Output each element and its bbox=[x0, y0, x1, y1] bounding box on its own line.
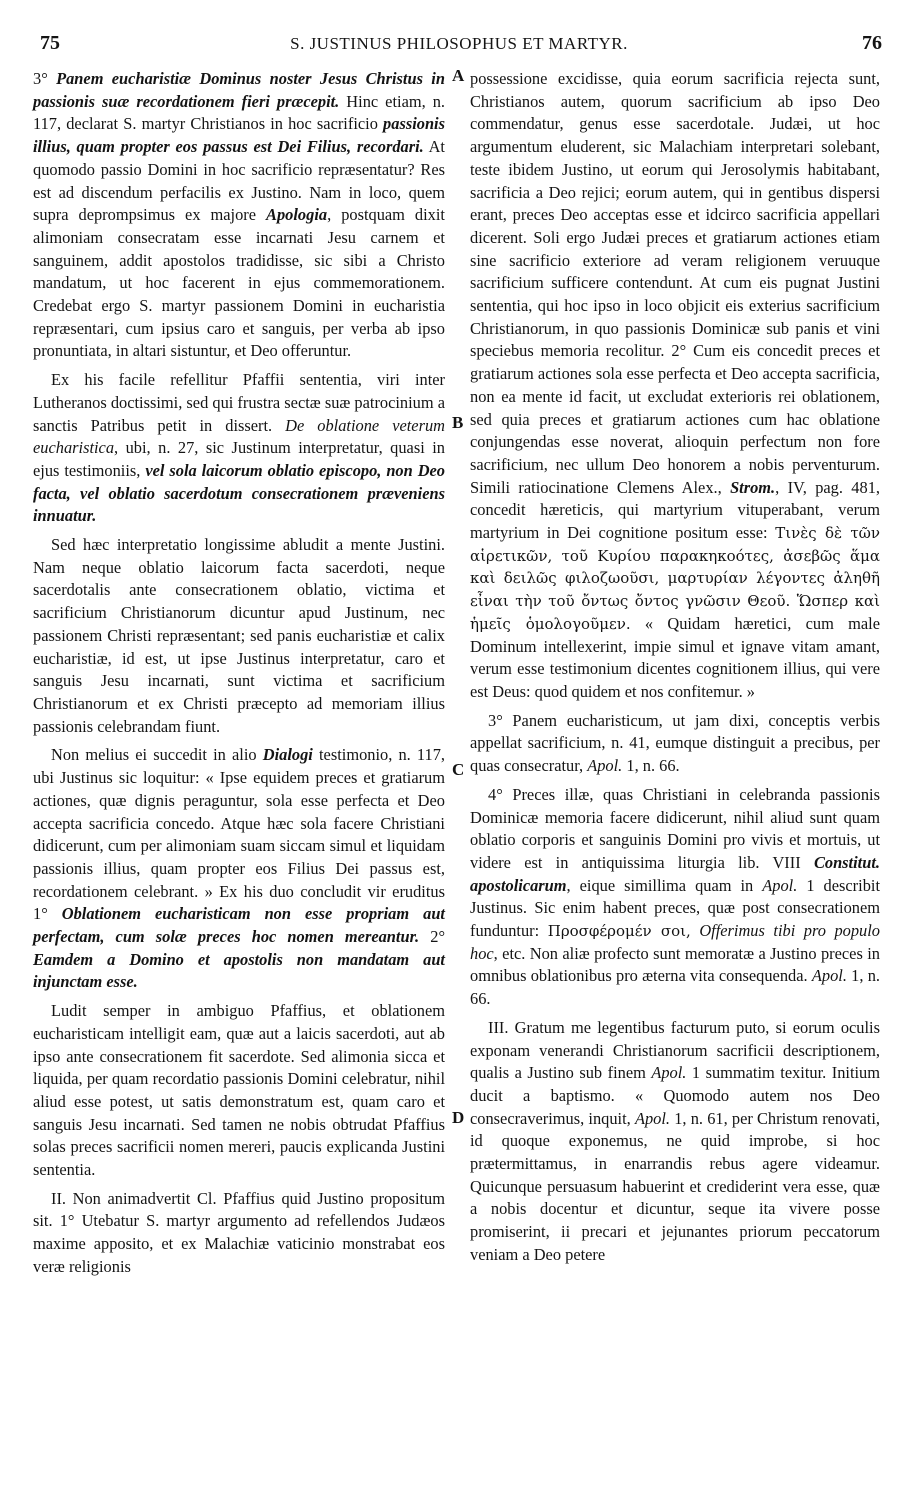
greek-quotation: Τινὲς δὲ τῶν αἱρετικῶν, τοῦ Κυρίου παρακηκοότες, ἀσεβῶς ἅμα καὶ δειλῶς φιλοζωοῦσι, μαρτυρίαν λέγοντες ἀληθῆ εἶναι τὴν τοῦ ὄντως ὄντος γνῶσιν Θεοῦ. Ὥσπερ καὶ ἡμεῖς ὁμολογοῦμεν. bbox=[470, 524, 880, 633]
page-header bbox=[30, 32, 888, 58]
left-paragraph-1: 3° Panem eucharistiæ Dominus noster Jesus Christus in passionis suæ recordationem fieri præcepit. Hinc etiam, n. 117, declarat S. martyr Christianos in hoc sacrificio passionis illius, quam propter eos passus est Dei Filius, recordari. At quomodo passio Domini in hoc sacrificio repræsentatur? Res est ad discendum perfacilis ex Justino. Nam in loco, quem supra deprompsimus ex majore Apologia, postquam dixit alimoniam consecratam esse incarnati Jesu carnem et sanguinem, addit apostolos tradidisse, sic sibi a Christo mandatum, ut hoc facerent in ejus commemorationem. Credebat ergo S. martyr passionem Domini in eucharistia repræsentari, cum ipsius caro et sanguis, per verba ab ipso pronuntiata, in altari sistuntur, et Deo offeruntur. bbox=[33, 69, 445, 361]
right-paragraph-2: 3° Panem eucharisticum, ut jam dixi, conceptis verbis appellat sacrificium, n. 41, eumque distinguit a precibus, per quas consecratur, Apol. 1, n. 66. bbox=[470, 710, 880, 776]
margin-marker-c: C bbox=[452, 760, 465, 779]
right-paragraph-4: III. Gratum me legentibus facturum puto, si eorum oculis exponam venerandi Christianorum sacrificii descriptionem, qualis a Justino sub finem Apol. 1 summatim texitur. Initium ducit a baptismo. « Quomodo autem nos Deo consecraverimus, inquit, Apol. 1, n. 61, per Christum renovati, id quoque exponemus, ne quid improbe, si hoc prætermittamus, in enarrandis rebus agere videamur. Quicunque persuasum habuerint et crediderint vera esse, quæ a nobis docentur et dicuntur, seque ita vivere posse promiserint, ii precari et jejunantes priorum peccatorum veniam a Deo petere bbox=[470, 1017, 881, 1264]
right-column bbox=[470, 68, 880, 1267]
running-title: S. JUSTINUS PHILOSOPHUS ET MARTYR. bbox=[290, 34, 628, 53]
margin-marker-b: B bbox=[452, 413, 464, 432]
page-number-left: 75 bbox=[40, 32, 60, 54]
left-paragraph-6: II. Non animadvertit Cl. Pfaffius quid Justino propositum sit. 1° Utebatur S. martyr argumento ad refellendos Judæos maxime apposito, et ex Malachiæ vaticinio monstrabat eos veræ religionis bbox=[33, 1188, 445, 1276]
left-column bbox=[33, 68, 445, 1279]
left-paragraph-4: Non melius ei succedit in alio Dialogi testimonio, n. 117, ubi Justinus sic loquitur: « Ipse equidem preces et gratiarum actiones, quæ dignis peraguntur, sola esse perfecta et Deo accepta sacrificia concedo. Atque hæc sola facere Christiani didicerunt, cum per alimoniam suam siccam simul et liquidam passionis illius, quam propter eos Filius Dei passus est, recordationem celebrant. » Ex his duo concludit vir eruditus 1° Oblationem eucharisticam non esse propriam aut perfectam, cum solæ preces hoc nomen mereantur. 2° Eamdem a Domino et apostolis non mandatam aut injunctam esse. bbox=[33, 745, 445, 992]
right-paragraph-3: 4° Preces illæ, quas Christiani in celebranda passionis Dominicæ memoria facere didicerunt, nihil aliud sunt quam oblatio corporis et sanguinis Domini pro vivis et mortuis, ut videre est in antiquissima liturgia lib. VIII Constitut. apostolicarum, eique simillima quam in Apol. 1 describit Justinus. Sic enim habent preces, quæ post consecrationem funduntur: Προσφέρομέν σοι, Offerimus tibi pro populo hoc, etc. Non aliæ profecto sunt memoratæ a Justino preces in omnibus oblationibus pro æterna vita consequenda. Apol. 1, n. 66. bbox=[470, 784, 880, 1009]
margin-marker-a: A bbox=[452, 66, 465, 85]
greek-phrase: Προσφέρομέν σοι, bbox=[547, 922, 691, 941]
page-number-right: 76 bbox=[862, 32, 882, 54]
right-paragraph-1: possessione excidisse, quia eorum sacrificia rejecta sunt, Christianos autem, quorum sacrificium ab ipso Deo commendatur, genus esse sacerdotale. Judæi, ut hoc argumentum eluderent, sic Malachiam interpretari solebant, teste ibidem Justino, ut eorum qui Jerosolymis habitabant, sacrificia a Deo rejici; eorum autem, qui in gentibus dispersi erant, preces Deo acceptas esse et idcirco sacrificia appellari dicerent. Soli ergo Judæi preces et gratiarum actiones etiam sine sacrificio exteriore ad veram religionem veruuque sacrificium sufficere contendunt. At cum eis pugnat Justini sententia, qui hoc ipso in loco objicit eis exterius sacrificium Christianorum, in quo passionis Dominicæ sub panis et vini speciebus memoria recolitur. 2° Cum eis concedit preces et gratiarum actiones sola esse perfecta et Deo accepta sacrificia, non ea mente id facit, ut excludat exterioris rei oblationem, sed quia preces et gratiarum actiones cum hac oblatione conjungendas esse noverat, alioquin perfectum non fore sacrificium, nec ullum Deo honorem a nobis perventurum. Simili ratiocinatione Clemens Alex., Strom., IV, pag. 481, concedit hæreticis, qui martyrium vituperabant, verum martyrium in Dei cognitione positum esse: Τινὲς δὲ τῶν αἱρετικῶν, τοῦ Κυρίου παρακηκοότες, ἀσεβῶς ἅμα καὶ δειλῶς φιλοζωοῦσι, μαρτυρίαν λέγοντες ἀληθῆ εἶναι τὴν τοῦ ὄντως ὄντος γνῶσιν Θεοῦ. Ὥσπερ καὶ ἡμεῖς ὁμολογοῦμεν. « Quidam hæretici, cum male Dominum intellexerint, impie simul et ignave vitam amant, verum esse testimonium dicentes cognitionem illius, qui vere est Deus: quod quidem et nos confitemur. » bbox=[470, 69, 880, 701]
margin-marker-d: D bbox=[452, 1108, 465, 1127]
left-paragraph-3: Sed hæc interpretatio longissime abludit a mente Justini. Nam neque oblatio laicorum facta sacerdoti, neque sacerdotalis ante consecrationem oblatio, victima et sacrificium Christianorum dicuntur apud Justinum, nec passionem Christi repræsentant; sed panis eucharistiæ et calix eucharistiæ, id est, ut ipse Justinus interpretatur, caro et sanguis Jesu incarnati, sunt victima et sacrificium Christianorum et ex Christi præcepto ad memoriam illius passionis celebrandam fiunt. bbox=[33, 535, 445, 736]
left-paragraph-2: Ex his facile refellitur Pfaffii sententia, viri inter Lutheranos doctissimi, sed qui frustra sectæ suæ patrocinium a sanctis Patribus petit in dissert. De oblatione veterum eucharistica, ubi, n. 27, sic Justinum interpretatur, quasi in ejus testimoniis, vel sola laicorum oblatio episcopo, non Deo facta, vel oblatio sacerdotum consecrationem præveniens innuatur. bbox=[33, 370, 445, 526]
left-paragraph-5: Ludit semper in ambiguo Pfaffius, et oblationem eucharisticam intelligit eam, quæ aut a laicis sacerdoti, aut ab ipso ante consecrationem fit sacerdote. Sed alimonia sicca et liquida, per quam recordatio passionis Domini celebratur, nihil aliud esse potest, ut satis demonstratum est, quam caro et sanguis Jesu incarnati. Sed tamen ne nobis obtrudat Pfaffius solas preces sacrificii nomen mereri, paucis explicanda Justini sententia. bbox=[33, 1001, 445, 1180]
